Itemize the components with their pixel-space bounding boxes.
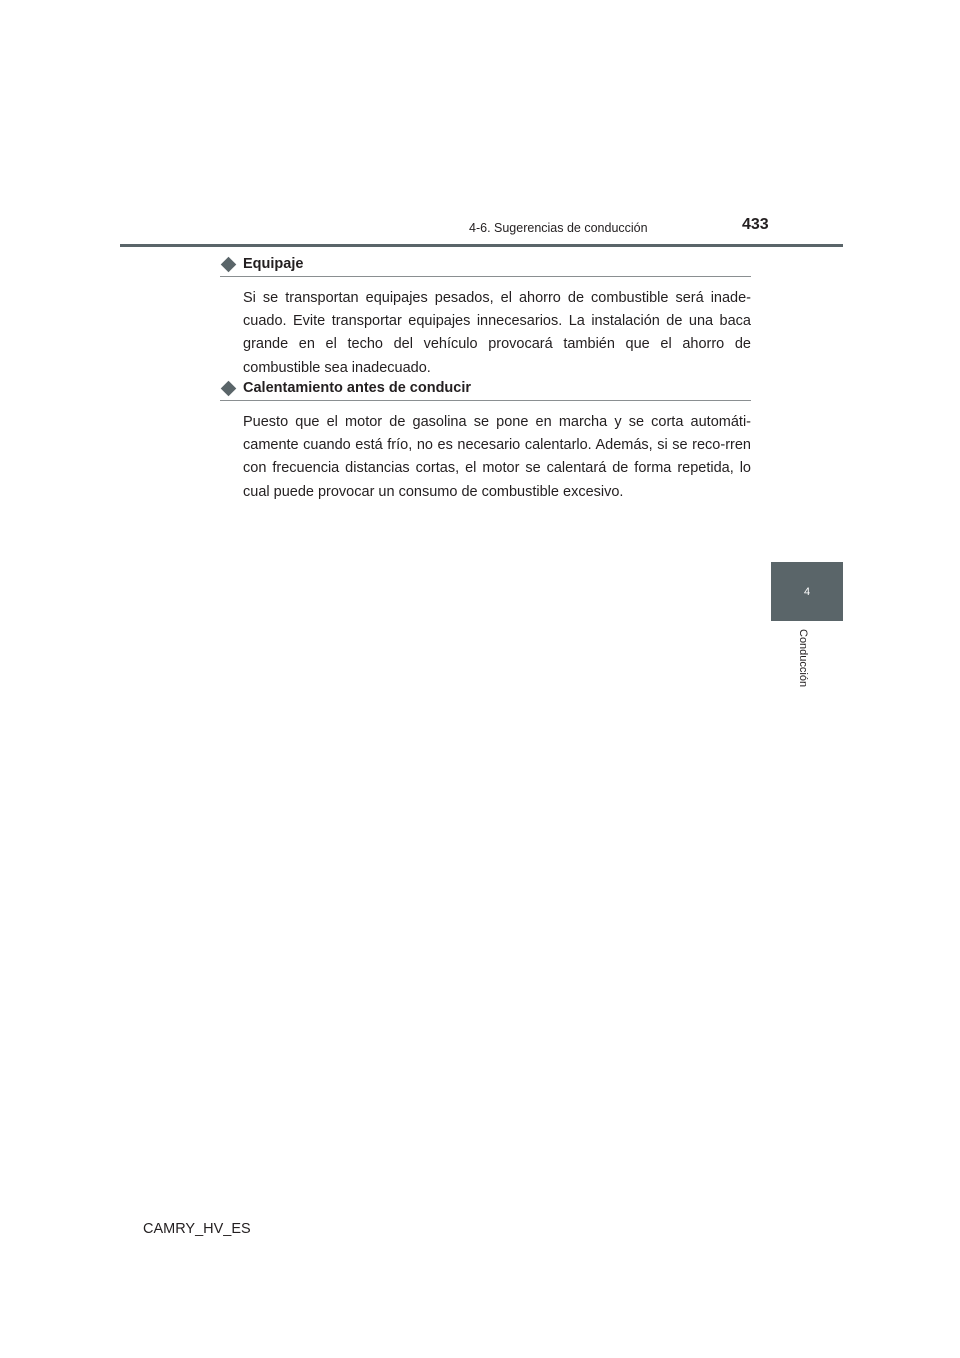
section-title: Calentamiento antes de conducir: [243, 380, 472, 396]
section-equipaje: [220, 252, 751, 380]
section-calentamiento: [220, 376, 751, 504]
section-heading: [220, 376, 751, 401]
section-heading: [220, 252, 751, 277]
section-title: Equipaje: [243, 256, 304, 272]
chapter-label: Conducción: [797, 629, 809, 688]
chapter-tab: [771, 562, 843, 621]
page-number: 433: [742, 216, 769, 233]
section-body: Puesto que el motor de gasolina se pone en marcha y se corta automáti-camente cuando está frío, no es necesario calentarlo. Además, si se reco-rren con frecuencia distancias cortas, el motor se calentará de forma repetida, lo cual puede provocar un consumo de combustible excesivo.: [243, 414, 751, 500]
diamond-bullet-icon: [221, 380, 237, 396]
header-rule: [120, 244, 843, 247]
header-section-title: 4-6. Sugerencias de conducción: [469, 221, 648, 235]
chapter-number: 4: [803, 585, 811, 598]
section-body: Si se transportan equipajes pesados, el ahorro de combustible será inade-cuado. Evite transportar equipajes innecesarios. La instalación de una baca grande en el techo del vehículo provocará también que el ahorro de combustible sea inadecuado.: [243, 290, 751, 376]
diamond-bullet-icon: [221, 256, 237, 272]
footer-code: CAMRY_HV_ES: [143, 1221, 251, 1237]
